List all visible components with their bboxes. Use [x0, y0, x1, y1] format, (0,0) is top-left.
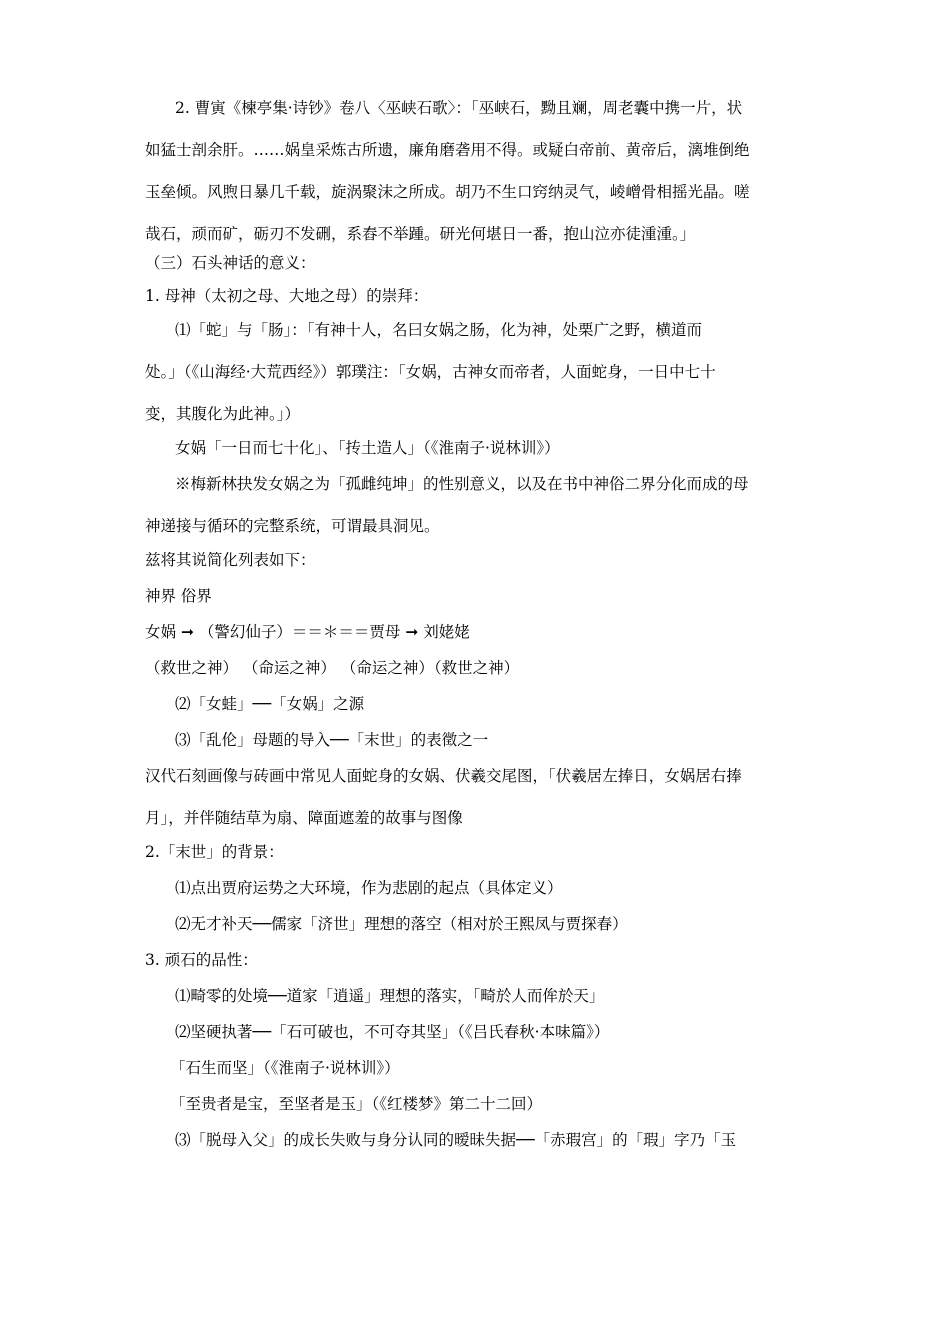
paragraph-line: 兹将其说简化列表如下：: [145, 551, 316, 569]
paragraph-line: 「石生而坚」（《淮南子·说林训》）: [170, 1059, 400, 1077]
paragraph-line: ⑴点出贾府运势之大环境，作为悲剧的起点（具体定义）: [175, 879, 563, 897]
paragraph-line: ⑵「女蛙」──「女娲」之源: [175, 695, 365, 713]
chain-end: 刘姥姥: [423, 623, 470, 641]
table-header: 神界 俗界: [145, 587, 212, 605]
arrow-right-icon: ➞: [180, 623, 194, 641]
lineage-chain: [145, 622, 470, 642]
paragraph-line: ※梅新林抉发女娲之为「孤雌纯坤」的性别意义，以及在书中神俗二界分化而成的母: [175, 475, 749, 493]
list-heading: 3. 顽石的品性：: [145, 951, 258, 969]
paragraph-line: ⑶「乱伦」母题的导入──「末世」的表徵之一: [175, 731, 489, 749]
paragraph-line: 如猛士剖余肝。……娲皇采炼古所遗，廉角磨砻用不得。或疑白帝前、黄帝后，漓堆倒绝: [145, 141, 750, 159]
section-heading: （三）石头神话的意义：: [145, 254, 316, 272]
paragraph-line: 汉代石刻画像与砖画中常见人面蛇身的女娲、伏羲交尾图，「伏羲居左捧日，女娲居右捧: [145, 767, 742, 785]
chain-middle: （警幻仙子）＝＝＊＝＝贾母: [198, 623, 401, 641]
paragraph-line: 神递接与循环的完整系统，可谓最具洞见。: [145, 517, 440, 535]
paragraph-line: 哉石，顽而矿，砺刃不发硎，系舂不举踵。研光何堪日一番，抱山泣亦徒湩湩。」: [145, 225, 696, 243]
paragraph-line: 处。」（《山海经·大荒西经》）郭璞注：「女娲，古神女而帝者，人面蛇身，一日中七十: [145, 363, 716, 381]
paragraph-line: 女娲「一日而七十化」、「抟土造人」（《淮南子·说林训》）: [175, 439, 560, 457]
list-heading: 1. 母神（太初之母、大地之母）的崇拜：: [145, 287, 429, 305]
paragraph-line: 玉垒倾。风煦日暴几千载，旋涡聚沫之所成。胡乃不生口窍纳灵气，崚嶒骨相摇光晶。嗟: [145, 183, 750, 201]
list-heading: 2.「末世」的背景：: [145, 843, 284, 861]
paragraph-line: （救世之神） （命运之神） （命运之神）（救世之神）: [145, 659, 520, 677]
paragraph-line: ⑴「蛇」与「肠」：「有神十人，名曰女娲之肠，化为神，处栗广之野，横道而: [175, 321, 703, 339]
paragraph-line: 2. 曹寅《楝亭集·诗钞》卷八〈巫峡石歌〉：「巫峡石，黝且斓，周老囊中携一片，状: [175, 99, 743, 117]
paragraph-line: ⑵无才补天──儒家「济世」理想的落空（相对於王熙凤与贾探春）: [175, 915, 628, 933]
paragraph-line: ⑶「脱母入父」的成长失败与身分认同的暧昧失据──「赤瑕宫」的「瑕」字乃「玉: [175, 1131, 737, 1149]
paragraph-line: 「至贵者是宝，至坚者是玉」（《红楼梦》第二十二回）: [170, 1095, 543, 1113]
chain-start: 女娲: [145, 623, 177, 641]
paragraph-line: 月」，并伴随结草为扇、障面遮羞的故事与图像: [145, 809, 463, 827]
paragraph-line: ⑴畸零的处境──道家「逍遥」理想的落实，「畸於人而侔於天」: [175, 987, 605, 1005]
paragraph-line: 变，其腹化为此神。」）: [145, 405, 301, 423]
arrow-right-icon: ➞: [405, 623, 419, 641]
paragraph-line: ⑵坚硬执著──「石可破也，不可夺其坚」（《吕氏春秋·本味篇》）: [175, 1023, 610, 1041]
